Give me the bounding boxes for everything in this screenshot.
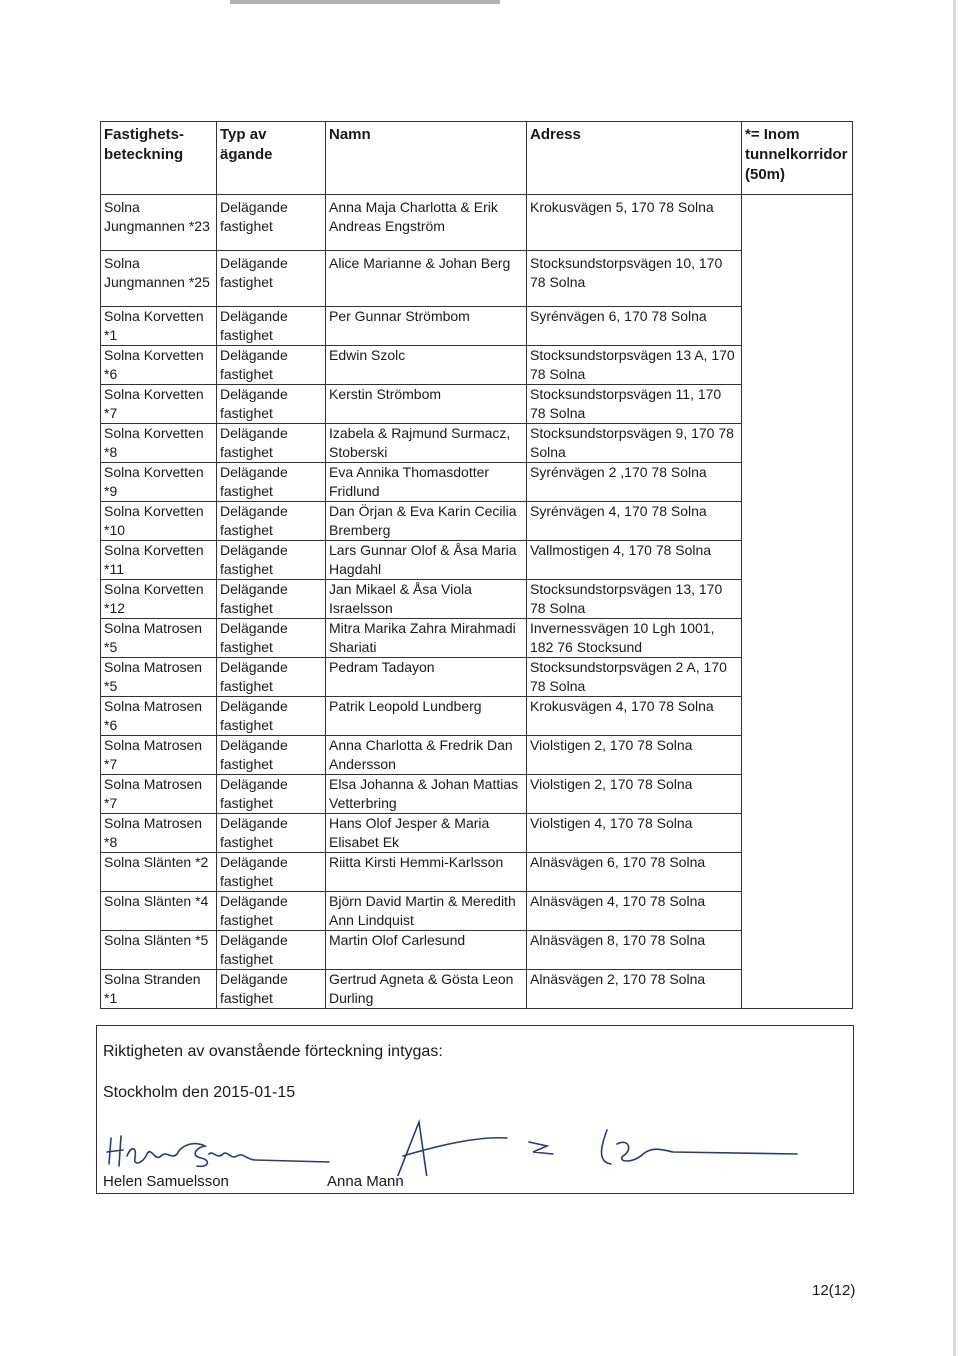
table-row	[101, 195, 853, 251]
cell-fastighetsbeteckning: Solna Korvetten *9	[101, 463, 217, 502]
cell-tunnel-marker	[742, 463, 853, 502]
cell-tunnel-marker	[742, 853, 853, 892]
header-tunnelkorridor-note: *= Inom tunnelkorridor (50m)	[742, 122, 853, 195]
cell-adress: Syrénvägen 2 ,170 78 Solna	[527, 463, 742, 502]
top-edge-mark	[230, 0, 500, 4]
signature-anna-mann	[397, 1122, 797, 1176]
cell-tunnel-marker	[742, 736, 853, 775]
cell-fastighetsbeteckning: Solna Korvetten *10	[101, 502, 217, 541]
table-row	[101, 814, 853, 853]
table-row	[101, 775, 853, 814]
cell-tunnel-marker	[742, 697, 853, 736]
cell-fastighetsbeteckning: Solna Jungmannen *23	[101, 195, 217, 251]
cell-typ-av-agande: Delägande fastighet	[217, 502, 326, 541]
cell-fastighetsbeteckning: Solna Matrosen *5	[101, 658, 217, 697]
cell-adress: Alnäsvägen 2, 170 78 Solna	[527, 970, 742, 1009]
cell-namn: Lars Gunnar Olof & Åsa Maria Hagdahl	[326, 541, 527, 580]
cell-fastighetsbeteckning: Solna Matrosen *7	[101, 775, 217, 814]
cell-adress: Alnäsvägen 8, 170 78 Solna	[527, 931, 742, 970]
cell-tunnel-marker	[742, 385, 853, 424]
cell-fastighetsbeteckning: Solna Stranden *1	[101, 970, 217, 1009]
cell-namn: Riitta Kirsti Hemmi-Karlsson	[326, 853, 527, 892]
cell-typ-av-agande: Delägande fastighet	[217, 346, 326, 385]
cell-tunnel-marker	[742, 775, 853, 814]
table-row	[101, 619, 853, 658]
table-row	[101, 463, 853, 502]
cell-typ-av-agande: Delägande fastighet	[217, 195, 326, 251]
cell-tunnel-marker	[742, 619, 853, 658]
cell-typ-av-agande: Delägande fastighet	[217, 307, 326, 346]
cell-typ-av-agande: Delägande fastighet	[217, 931, 326, 970]
cell-adress: Invernessvägen 10 Lgh 1001, 182 76 Stocksund	[527, 619, 742, 658]
cell-namn: Anna Maja Charlotta & Erik Andreas Engström	[326, 195, 527, 251]
cell-typ-av-agande: Delägande fastighet	[217, 775, 326, 814]
cell-typ-av-agande: Delägande fastighet	[217, 541, 326, 580]
table-row	[101, 307, 853, 346]
cell-namn: Pedram Tadayon	[326, 658, 527, 697]
cell-fastighetsbeteckning: Solna Slänten *4	[101, 892, 217, 931]
cell-namn: Elsa Johanna & Johan Mattias Vetterbring	[326, 775, 527, 814]
table-row	[101, 251, 853, 307]
cell-adress: Stocksundstorpsvägen 13 A, 170 78 Solna	[527, 346, 742, 385]
cell-fastighetsbeteckning: Solna Korvetten *6	[101, 346, 217, 385]
cell-typ-av-agande: Delägande fastighet	[217, 892, 326, 931]
cell-adress: Krokusvägen 5, 170 78 Solna	[527, 195, 742, 251]
cell-typ-av-agande: Delägande fastighet	[217, 853, 326, 892]
cell-fastighetsbeteckning: Solna Slänten *5	[101, 931, 217, 970]
table-row	[101, 970, 853, 1009]
cell-tunnel-marker	[742, 931, 853, 970]
table-row	[101, 931, 853, 970]
cell-typ-av-agande: Delägande fastighet	[217, 251, 326, 307]
cell-fastighetsbeteckning: Solna Jungmannen *25	[101, 251, 217, 307]
header-adress: Adress	[527, 122, 742, 195]
cell-namn: Patrik Leopold Lundberg	[326, 697, 527, 736]
signature-helen-samuelsson	[107, 1136, 329, 1166]
cell-fastighetsbeteckning: Solna Korvetten *11	[101, 541, 217, 580]
cell-fastighetsbeteckning: Solna Matrosen *7	[101, 736, 217, 775]
cell-namn: Per Gunnar Strömbom	[326, 307, 527, 346]
cell-adress: Krokusvägen 4, 170 78 Solna	[527, 697, 742, 736]
cell-adress: Vallmostigen 4, 170 78 Solna	[527, 541, 742, 580]
cell-tunnel-marker	[742, 892, 853, 931]
cell-fastighetsbeteckning: Solna Korvetten *1	[101, 307, 217, 346]
cell-adress: Violstigen 2, 170 78 Solna	[527, 736, 742, 775]
cell-fastighetsbeteckning: Solna Korvetten *8	[101, 424, 217, 463]
table-row	[101, 580, 853, 619]
cell-adress: Syrénvägen 6, 170 78 Solna	[527, 307, 742, 346]
cell-typ-av-agande: Delägande fastighet	[217, 580, 326, 619]
cell-namn: Martin Olof Carlesund	[326, 931, 527, 970]
cell-adress: Syrénvägen 4, 170 78 Solna	[527, 502, 742, 541]
cell-tunnel-marker	[742, 814, 853, 853]
table-row	[101, 502, 853, 541]
cell-namn: Anna Charlotta & Fredrik Dan Andersson	[326, 736, 527, 775]
cell-tunnel-marker	[742, 346, 853, 385]
scan-edge-line	[953, 0, 956, 1356]
cell-namn: Hans Olof Jesper & Maria Elisabet Ek	[326, 814, 527, 853]
table-row	[101, 424, 853, 463]
cell-namn: Alice Marianne & Johan Berg	[326, 251, 527, 307]
certification-statement: Riktigheten av ovanstående förteckning intygas:	[103, 1043, 443, 1060]
cell-adress: Stocksundstorpsvägen 13, 170 78 Solna	[527, 580, 742, 619]
cell-fastighetsbeteckning: Solna Matrosen *5	[101, 619, 217, 658]
cell-fastighetsbeteckning: Solna Matrosen *8	[101, 814, 217, 853]
cell-tunnel-marker	[742, 424, 853, 463]
cell-adress: Alnäsvägen 6, 170 78 Solna	[527, 853, 742, 892]
cell-namn: Kerstin Strömbom	[326, 385, 527, 424]
cell-typ-av-agande: Delägande fastighet	[217, 424, 326, 463]
property-owner-table	[100, 121, 853, 1009]
table-row	[101, 385, 853, 424]
header-namn: Namn	[326, 122, 527, 195]
cell-typ-av-agande: Delägande fastighet	[217, 814, 326, 853]
header-typ-av-agande: Typ av ägande	[217, 122, 326, 195]
cell-tunnel-marker	[742, 251, 853, 307]
certification-box	[96, 1025, 854, 1194]
table-row	[101, 736, 853, 775]
cell-tunnel-marker	[742, 658, 853, 697]
page-number: 12(12)	[812, 1282, 856, 1299]
cell-namn: Edwin Szolc	[326, 346, 527, 385]
cell-namn: Izabela & Rajmund Surmacz, Stoberski	[326, 424, 527, 463]
cell-typ-av-agande: Delägande fastighet	[217, 463, 326, 502]
cell-fastighetsbeteckning: Solna Korvetten *12	[101, 580, 217, 619]
cell-namn: Gertrud Agneta & Gösta Leon Durling	[326, 970, 527, 1009]
table-row	[101, 541, 853, 580]
header-fastighetsbeteckning: Fastighets-beteckning	[101, 122, 217, 195]
table-row	[101, 697, 853, 736]
cell-namn: Jan Mikael & Åsa Viola Israelsson	[326, 580, 527, 619]
cell-adress: Violstigen 2, 170 78 Solna	[527, 775, 742, 814]
cell-adress: Alnäsvägen 4, 170 78 Solna	[527, 892, 742, 931]
cell-adress: Stocksundstorpsvägen 9, 170 78 Solna	[527, 424, 742, 463]
cell-tunnel-marker	[742, 580, 853, 619]
cell-fastighetsbeteckning: Solna Matrosen *6	[101, 697, 217, 736]
table-row	[101, 346, 853, 385]
cell-typ-av-agande: Delägande fastighet	[217, 697, 326, 736]
cell-adress: Violstigen 4, 170 78 Solna	[527, 814, 742, 853]
signer-1-name: Helen Samuelsson	[103, 1173, 229, 1190]
cell-namn: Dan Örjan & Eva Karin Cecilia Bremberg	[326, 502, 527, 541]
table-header-row	[101, 122, 853, 195]
cell-tunnel-marker	[742, 195, 853, 251]
cell-adress: Stocksundstorpsvägen 11, 170 78 Solna	[527, 385, 742, 424]
cell-fastighetsbeteckning: Solna Korvetten *7	[101, 385, 217, 424]
table-row	[101, 853, 853, 892]
cell-adress: Stocksundstorpsvägen 2 A, 170 78 Solna	[527, 658, 742, 697]
cell-typ-av-agande: Delägande fastighet	[217, 619, 326, 658]
cell-adress: Stocksundstorpsvägen 10, 170 78 Solna	[527, 251, 742, 307]
cell-typ-av-agande: Delägande fastighet	[217, 658, 326, 697]
place-and-date: Stockholm den 2015-01-15	[103, 1084, 296, 1101]
cell-tunnel-marker	[742, 307, 853, 346]
handwritten-signatures	[97, 1116, 853, 1176]
cell-fastighetsbeteckning: Solna Slänten *2	[101, 853, 217, 892]
cell-tunnel-marker	[742, 970, 853, 1009]
cell-typ-av-agande: Delägande fastighet	[217, 736, 326, 775]
cell-typ-av-agande: Delägande fastighet	[217, 385, 326, 424]
cell-typ-av-agande: Delägande fastighet	[217, 970, 326, 1009]
table-row	[101, 658, 853, 697]
cell-tunnel-marker	[742, 502, 853, 541]
table-row	[101, 892, 853, 931]
cell-tunnel-marker	[742, 541, 853, 580]
cell-namn: Mitra Marika Zahra Mirahmadi Shariati	[326, 619, 527, 658]
cell-namn: Eva Annika Thomasdotter Fridlund	[326, 463, 527, 502]
cell-namn: Björn David Martin & Meredith Ann Lindquist	[326, 892, 527, 931]
signer-2-name: Anna Mann	[327, 1173, 404, 1190]
